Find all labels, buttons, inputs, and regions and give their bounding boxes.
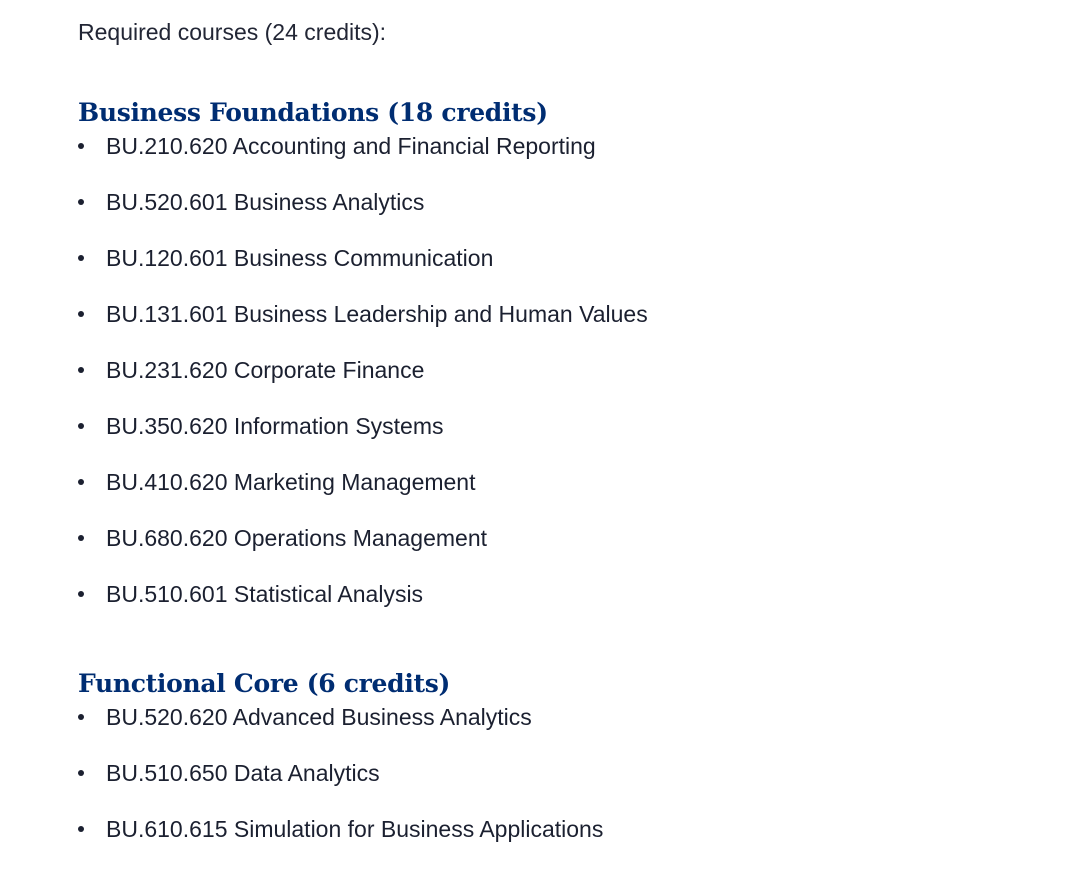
- list-item: [78, 411, 1038, 467]
- course-label: BU.510.650 Data Analytics: [106, 760, 380, 786]
- bullet-icon: [78, 714, 84, 720]
- bullet-icon: [78, 591, 84, 597]
- bullet-icon: [78, 199, 84, 205]
- list-item: [78, 187, 1038, 243]
- bullet-icon: [78, 535, 84, 541]
- list-item: [78, 131, 1038, 187]
- intro-text: Required courses (24 credits):: [78, 19, 387, 45]
- section-heading-functional-core: Functional Core (6 credits): [78, 669, 451, 698]
- bullet-icon: [78, 770, 84, 776]
- list-item: [78, 814, 1038, 870]
- list-item: [78, 523, 1038, 579]
- list-item: [78, 758, 1038, 814]
- bullet-icon: [78, 255, 84, 261]
- course-label: BU.520.620 Advanced Business Analytics: [106, 704, 532, 730]
- bullet-icon: [78, 423, 84, 429]
- list-item: [78, 355, 1038, 411]
- course-requirements: [78, 0, 1038, 870]
- bullet-icon: [78, 367, 84, 373]
- bullet-icon: [78, 311, 84, 317]
- section-heading-business-foundations: Business Foundations (18 credits): [78, 98, 548, 127]
- course-label: BU.610.615 Simulation for Business Applications: [106, 816, 604, 842]
- course-label: BU.210.620 Accounting and Financial Reporting: [106, 133, 596, 159]
- list-item: [78, 299, 1038, 355]
- course-label: BU.350.620 Information Systems: [106, 413, 444, 439]
- bullet-icon: [78, 826, 84, 832]
- course-label: BU.520.601 Business Analytics: [106, 189, 425, 215]
- list-item: [78, 579, 1038, 635]
- course-label: BU.410.620 Marketing Management: [106, 469, 476, 495]
- business-foundations-course-list: [78, 131, 1038, 635]
- course-label: BU.131.601 Business Leadership and Human Values: [106, 301, 648, 327]
- list-item: [78, 702, 1038, 758]
- bullet-icon: [78, 143, 84, 149]
- course-label: BU.231.620 Corporate Finance: [106, 357, 425, 383]
- course-label: BU.680.620 Operations Management: [106, 525, 488, 551]
- course-label: BU.510.601 Statistical Analysis: [106, 581, 424, 607]
- list-item: [78, 467, 1038, 523]
- functional-core-course-list: [78, 702, 1038, 870]
- list-item: [78, 243, 1038, 299]
- bullet-icon: [78, 479, 84, 485]
- course-label: BU.120.601 Business Communication: [106, 245, 494, 271]
